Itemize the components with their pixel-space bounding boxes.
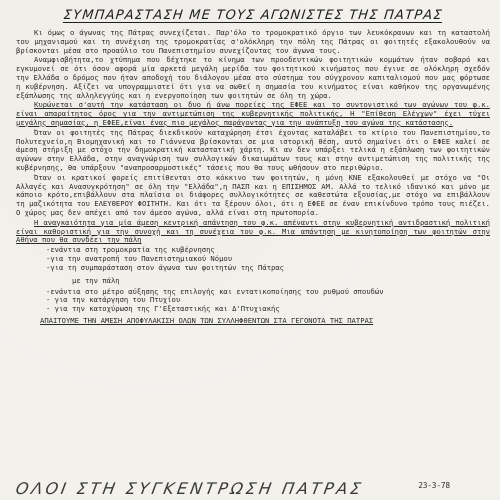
list-item: -για τη συμπαράσταση στον άγωνα των φοιτητών της Πάτρας [46,262,284,272]
paragraph-1: Κι όμως ο άγωνας της Πάτρας συνεχίζεται. Παρ'όλο το τρομοκρατικό όργιο των λευκόκρανων και τη καταστολή του μηχανισμού και τη συνέχιση της τρομοκρατίας σ'ολόκληρη την πόλη της Πάτρας οι φοιτητές εξακολουθούν να βρίσκονται μέσα στο προαύλιο του Πανεπιστημίου συνεχίζοντας τον άγωνα τους. [16,28,490,55]
list-item: -ενάντια στο μέτρο αύξησης της επιλογής και εντατικοποίησης του ρυθμού σπουδών [46,286,384,296]
list-item: -για την ανατροπή του Πανεπιστημιακού Νόμου [46,253,233,263]
list-item: - για την κατοχύρωση της Γ'Εξεταστικής και Δ'Πτυχιακής [46,304,280,314]
paragraph-6: Η αναγκαιότητα για μία άμεση κεντρική απάντηση του φ.κ. απέναντι στην κυβερνητική αντιδραστική πολιτική είναι καθοριστική για την συνοχή και τη συνέχεια του φ.κ. Μια απάντηση με κινητοποίηση των φοιτητών στην Αθήνα που θα συνδέει την πάλη [16,217,490,245]
list-item: - για την κατάργηση του Πτυχίου [46,295,181,305]
connector-text: με την πάλη [72,275,120,285]
paragraph-5: Όταν οι κρατικοί φορείς επιτίθενται στο κόκκινο των φοιτητών, η μόνη ΚΝΕ εξακολουθεί με στόχο να "Οι Αλλαγές και Ανασυγκρότηση" σε όλη την "Ελλάδα",η ΠΑΣΠ και η ΕΠΙΣΗΜΟΣ ΑΜ. Αλλά το τελικό ιδανικό και μόνο με κάποιο κρότο,επιβάλλουν στα πλαίσια οι διάφορες συλλογικότητες σε καθεστώτα εξουσίας,με στόχο να επιβάλλουν τη μαζικότητα του ΕΛΕΥΘΕΡΟΥ ΦΟΙΤΗΤΗ. Και ότι τα ξέρουν όλοι, ότι η ΕΦΕΕ σε έναν επικίνδυνο τρόπο τους πιέζει. Ο χώρος μας δεν απέχει από τον άμεσο αγώνα, αλλά είναι στη πρωτοπορία. [16,172,490,217]
demands-list-2 [16,288,490,314]
handwritten-slogan: ΟΛΟΙ ΣΤΗ ΣΥΓΚΕΝΤΡΩΣΗ ΠΑΤΡΑΣ [14,479,366,498]
paragraph-4: Όταν οι φοιτητές της Πάτρας διεκδικούν καταχώρηση έτσι έχοντας καταλάβει το κτίριο του Πανεπιστημίου,το Πολυτεχνείο,η Βιομηχανική και το Γιάννενα βρίσκονται σε μια ιστορική θέση, αυτό σημαίνει ότι ο ΕΦΕΕ καλεί σε άμεση στήριξη με στόχο την δημοκρατική καταστατική χάρτη. Κι αν δεν υπάρξει τελικά η εξάπλωση των φοιτητικών αγώνων στην Ελλάδα, στην αναγνώριση των συλλογικών δικαιωμάτων τους και στην αντιμετώπιση της πολιτικής της κυβέρνησης, θα υπάρξουν "αναπροσαρμοστικές" τάσεις που θα τους ωθήσουν στο περιθώριο. [16,127,490,172]
list-item: -ενάντια στη τρομοκρατία της κυβέρνησης [46,245,215,255]
paragraph-2: Αναμφισβήτητα,το χτύπημα που δέχτηκε το κίνημα των προοδευτικών φοιτητικών κομμάτων ήταν σοβαρό και εγκυμονεί σε ότι όσον αφορά μία αρκετά μεγάλη μερίδα του φοιτητικού κινήματος που έγινε σε ολόκληρη σχεδόν την Ελλάδα ο δρόμος που ήταν αποδοχή του διάλογου μέσα στο σύστημα του σύγχρονου καπιταλισμού που μας φόρτωσε η κυβέρνηση. Αξίζει να υπογραμμιστεί ότι για να σωθεί η σημασία του κινήματος είναι καθήκον της οργανωμένης εξάπλωσης της αλληλεγγύης και η ενεργοποίηση των φοιτητών σε όλη τη χώρα. [16,55,490,100]
signoff-text: ΑΠΑΙΤΟΥΜΕ ΤΗΝ ΑΜΕΣΗ ΑΠΟΦΥΛΑΚΙΣΗ ΟΛΩΝ ΤΩΝ ΣΥΛΛΗΦΘΕΝΤΩΝ ΣΤΑ ΓΕΓΟΝΟΤΑ ΤΗΣ ΠΑΤΡΑΣ [40,315,374,325]
paragraph-3: Κυρώνεται σ'αυτή την κατάσταση οι δυο ή άνω πορείες της ΕΦΕΕ και το συντονιστικό των αγώνων του φ.κ. είναι απαραίτητος όρος για την αντιμετώπιση της κυβερνητικής πολιτικής, Η "Επίθεση Ελέγχων" έχει τύχει μεγάλης σημασίας, η ΕΦΕΕ,είναι ένας πιο μεγάλος παράγοντας για την ανάπτυξη του αγώνα της κατάστασης. [16,100,490,127]
document-date: 23-3-78 [418,481,450,490]
document-title: ΣΥΜΠΑΡΑΣΤΑΣΗ ΜΕ ΤΟΥΣ ΑΓΩΝΙΣΤΕΣ ΤΗΣ ΠΑΤΡΑΣ [62,8,444,23]
demands-list-1 [16,246,490,272]
